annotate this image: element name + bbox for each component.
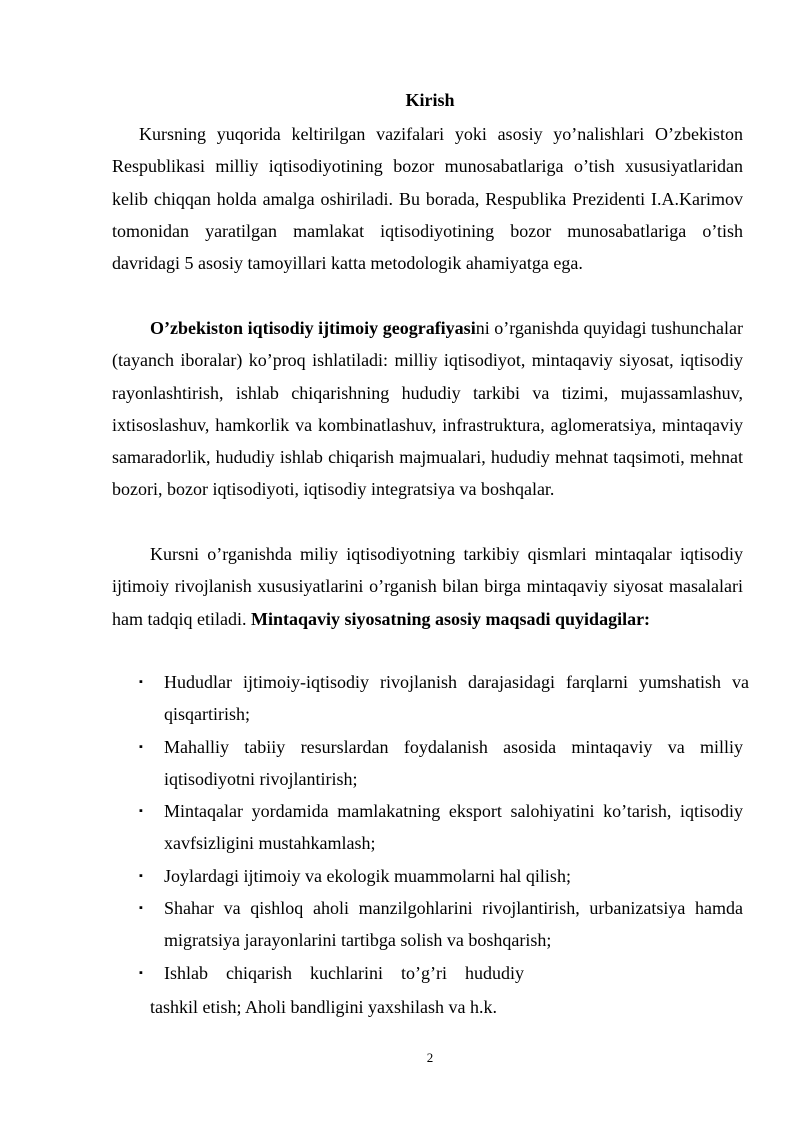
page-number: 2 bbox=[426, 1050, 434, 1065]
list-item: ▪ Mintaqalar yordamida mamlakatning eksport salohiyatini ko’tarish, iqtisodiy xavfsizligini mustahkamlash; bbox=[112, 795, 743, 860]
goals-list bbox=[112, 666, 752, 989]
list-continuation: tashkil etish; Aholi bandligini yaxshilash va h.k. bbox=[150, 997, 497, 1017]
square-bullet-icon: ▪ bbox=[139, 805, 143, 818]
square-bullet-icon: ▪ bbox=[139, 676, 143, 688]
bold-term: O’zbekiston iqtisodiy ijtimoiy geografiyasi bbox=[150, 318, 476, 338]
policy-goals-heading: Mintaqaviy siyosatning asosiy maqsadi quyidagilar: bbox=[250, 608, 651, 629]
list-item: ▪ Hududlar ijtimoiy-iqtisodiy rivojlanish darajasidagi farqlarni yumshatish va qisqartirish; bbox=[112, 666, 749, 731]
policy-paragraph bbox=[112, 538, 743, 635]
list-item: ▪ Shahar va qishloq aholi manzilgohlarini rivojlantirish, urbanizatsiya hamda migratsiya jarayonlarini tartibga solish va boshqarish; bbox=[112, 892, 743, 957]
concepts-text: ni o’rganishda quyidagi tushunchalar (tayanch iboralar) ko’proq ishlatiladi: milliy iqtisodiyot, mintaqaviy siyosat, iqtisodiy rayonlashtirish, ishlab chiqarishning hududiy tarkibi va tizimi, mujassamlashuv, ixtisoslashuv, hamkorlik va kombinatlashuv, infrastruktura, aglomeratsiya, mintaqaviy samaradorlik, hududiy ishlab chiqarish majmualari, hududiy mehnat taqsimoti, mehnat bozori, bozor iqtisodiyoti, iqtisodiy integratsiya va boshqalar. bbox=[112, 318, 744, 500]
square-bullet-icon: ▪ bbox=[139, 966, 143, 979]
square-bullet-icon: ▪ bbox=[139, 869, 143, 882]
list-item: ▪ Joylardagi ijtimoiy va ekologik muammolarni hal qilish; bbox=[112, 860, 743, 892]
policy-text: Kursni o’rganishda miliy iqtisodiyotning tarkibiy qismlari mintaqalar iqtisodiy ijtimoiy rivojlanish xususiyatlarini o’rganish bilan birga mintaqaviy siyosat masalalari ham tadqiq etiladi. bbox=[112, 544, 743, 629]
concepts-paragraph bbox=[112, 312, 743, 506]
list-item: ▪ Ishlab chiqarish kuchlarini to’g’ri hududiy bbox=[112, 957, 524, 989]
intro-paragraph: Kursning yuqorida keltirilgan vazifalari yoki asosiy yo’nalishlari O’zbekiston Respublikasi milliy iqtisodiyotining bozor munosabatlariga o’tish xususiyatlaridan kelib chiqqan holda amalga oshiriladi. Bu borada, Respublika Prezidenti I.A.Karimov tomonidan yaratilgan mamlakat iqtisodiyotining bozor munosabatlariga o’tish davridagi 5 asosiy tamoyillari katta metodologik ahamiyatga ega. bbox=[112, 124, 743, 274]
section-heading: Kirish bbox=[405, 90, 455, 110]
square-bullet-icon: ▪ bbox=[139, 740, 143, 753]
list-item: ▪ Mahalliy tabiiy resurslardan foydalanish asosida mintaqaviy va milliy iqtisodiyotni rivojlantirish; bbox=[112, 731, 743, 796]
square-bullet-icon: ▪ bbox=[139, 902, 143, 915]
